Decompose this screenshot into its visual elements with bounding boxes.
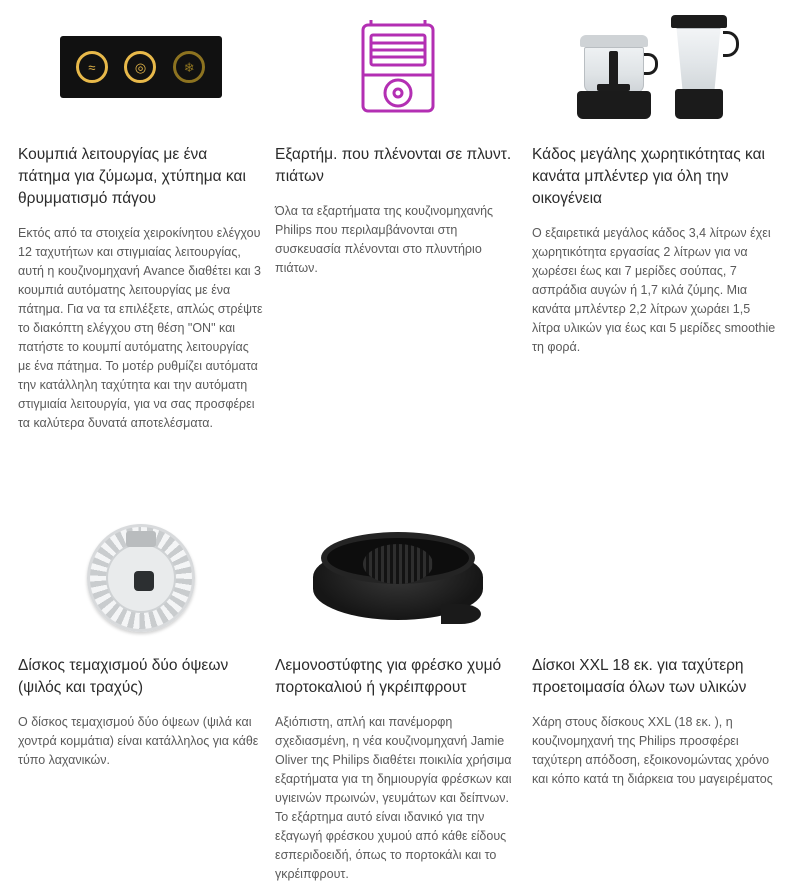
feature-row-1 [18,6,787,433]
feature-card-xxl-discs [532,473,785,884]
card-title: Δίσκος τεμαχισμού δύο όψεων (ψιλός και τραχύς) [18,657,229,696]
bowl-lid [580,35,648,47]
food-processor-bowl-icon [577,27,651,119]
xxl-discs-placeholder [532,513,777,643]
bowl-and-blender-jar-icon [532,6,777,128]
bowl-base [577,91,651,119]
dishwasher-icon [275,6,520,128]
whisk-glyph: ◎ [134,59,147,75]
dishwasher-glyph [357,17,439,117]
ice-crush-button-icon [173,51,205,83]
card-title: Κουμπιά λειτουργίας με ένα πάτημα για ζύμωμα, χτύπημα και θρυμματισμό πάγου [18,146,246,207]
card-title: Κάδος μεγάλης χωρητικότητας και κανάτα μπλέντερ για όλη την οικογένεια [532,146,765,207]
knead-glyph: ≈ [88,59,96,75]
card-title: Λεμονοστύφτης για φρέσκο χυμό πορτοκαλιού ή γκρέιπφρουτ [275,657,502,696]
slicing-disc-icon [18,513,263,643]
press-cone [363,544,433,584]
knead-button-icon [76,51,108,83]
feature-card-citrus-press [275,473,528,884]
jar-lid [671,15,727,28]
press-spout [441,604,481,624]
card-body: Αξιόπιστη, απλή και πανέμορφη σχεδιασμένη, η νέα κουζινομηχανή Jamie Oliver της Philips διαθέτει ποικιλία χρήσιμα εξαρτήματα για τη δημιουργία φρέσκων και υγιεινών πρωινών, γευμάτων και δείπνων. Το εξάρτημα αυτό είναι ιδανικό για την εξαγωγή φρέσκου χυμού από κάθε είδους εσπεριδοειδή, όπως το πορτοκάλι και το γκρέιπφρουτ. [275,715,512,881]
control-panel-graphic [60,36,222,98]
blender-jar-icon [667,15,733,119]
bowl-handle [644,53,658,75]
jar-handle [723,31,739,57]
card-title: Δίσκοι XXL 18 εκ. για ταχύτερη προετοιμασία όλων των υλικών [532,657,747,696]
feature-grid-page [0,6,805,884]
jar-body [674,28,724,90]
feature-row-2 [18,473,787,884]
ice-glyph: ❄ [183,59,195,75]
control-panel-icon [18,6,263,128]
feature-card-one-touch-buttons [18,6,271,433]
feature-card-dishwasher-safe [275,6,528,433]
citrus-press-graphic [313,530,483,626]
whisk-button-icon [124,51,156,83]
card-body: Ο δίσκος τεμαχισμού δύο όψεων (ψιλά και χοντρά κομμάτια) είναι κατάλληλος για κάθε τύπο λαχανικών. [18,715,259,767]
card-body: Εκτός από τα στοιχεία χειροκίνητου ελέγχου 12 ταχυτήτων και στιγμιαίας λειτουργίας, αυτή η κουζινομηχανή Avance διαθέτει και 3 κουμπιά αυτόματης λειτουργίας με ένα πάτημα. Για να τα επιλέξετε, απλώς στρέψτε το διακόπτη ελέγχου στη θέση "ON" και πατήστε το κουμπί αυτόματης λειτουργίας με ένα πάτημα. Το μοτέρ ρυθμίζει αυτόματα την κατάλληλη ταχύτητα και την αυτόματη στιγμιαία λειτουργία, για να σας προσφέρει τα καλύτερα δυνατά αποτελέσματα. [18,226,263,430]
disc-tab [126,531,156,547]
slicing-disc-graphic [87,524,195,632]
citrus-press-icon [275,513,520,643]
card-body: Όλα τα εξαρτήματα της κουζινομηχανής Philips που περιλαμβάνονται στη συσκευασία πλένονται στο πλυντήριο πιάτων. [275,204,494,275]
bowl-blade [609,51,618,91]
jar-base [675,89,723,119]
feature-card-reversible-disc [18,473,271,884]
card-body: Χάρη στους δίσκους XXL (18 εκ. ), η κουζινομηχανή της Philips προσφέρει ταχύτερη απόδοση, εξοικονομώντας χρόνο και κόπο κατά τη διάρκεια του μαγειρέματος [532,715,773,786]
appliance-group [577,15,733,119]
feature-card-large-bowl-jar [532,6,785,433]
card-body: Ο εξαιρετικά μεγάλος κάδος 3,4 λίτρων έχει χωρητικότητα εργασίας 2 λίτρων για να χωρέσει έως και 7 μερίδες σούπας, 7 ασπράδια αυγών ή 1,7 κιλά ζύμης. Μια κανάτα μπλέντερ 2,2 λίτρων χωράει 1,5 λίτρα υλικών για έως και 5 μερίδες smoothie τη φορά. [532,226,776,354]
card-title: Εξαρτήμ. που πλένονται σε πλυντ. πιάτων [275,146,512,185]
